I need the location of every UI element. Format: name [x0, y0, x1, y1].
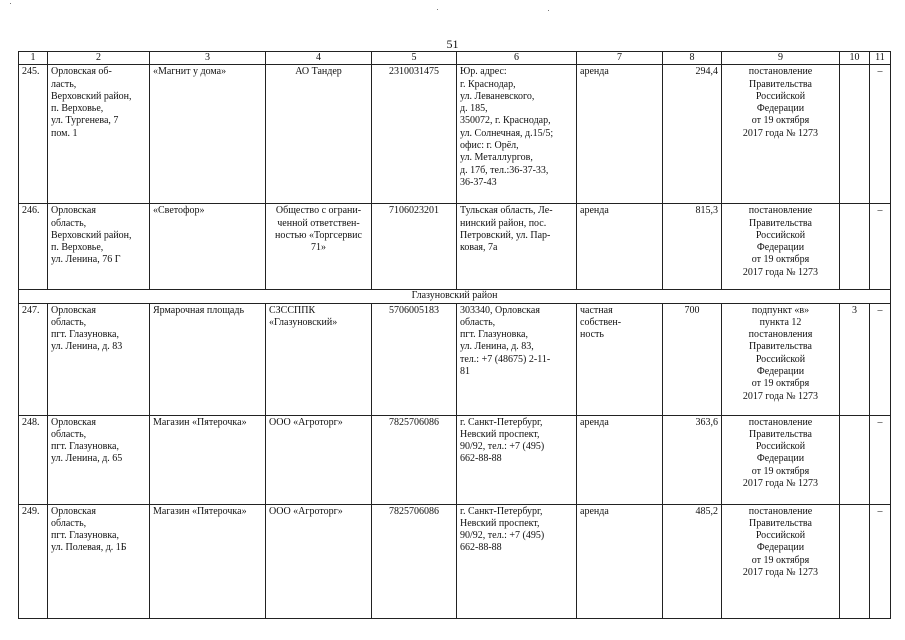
- section-title: Глазуновский район: [19, 290, 891, 303]
- area-cell: 294,4: [663, 65, 722, 204]
- row-number: 246.: [19, 204, 48, 290]
- area-cell: 485,2: [663, 504, 722, 618]
- col10-cell: [840, 504, 870, 618]
- register-table: [18, 51, 891, 619]
- col11-cell: –: [870, 65, 891, 204]
- object-cell: Магазин «Пятерочка»: [150, 504, 266, 618]
- row-number: 249.: [19, 504, 48, 618]
- column-number: 7: [577, 52, 663, 65]
- inn-cell: 7825706086: [372, 415, 457, 504]
- address-cell: Орловская об- ласть, Верховский район, п. Верховье, ул. Тургенева, 7 пом. 1: [48, 65, 150, 204]
- area-cell: 700: [663, 303, 722, 415]
- table-row: [19, 303, 891, 415]
- basis-cell: постановление Правительства Российской Федерации от 19 октября 2017 года № 1273: [722, 204, 840, 290]
- inn-cell: 5706005183: [372, 303, 457, 415]
- row-number: 247.: [19, 303, 48, 415]
- column-number: 1: [19, 52, 48, 65]
- col11-cell: –: [870, 415, 891, 504]
- area-cell: 363,6: [663, 415, 722, 504]
- column-number: 6: [457, 52, 577, 65]
- inn-cell: 2310031475: [372, 65, 457, 204]
- scan-speck: [548, 10, 549, 11]
- basis-cell: постановление Правительства Российской Федерации от 19 октября 2017 года № 1273: [722, 415, 840, 504]
- column-number: 10: [840, 52, 870, 65]
- col10-cell: [840, 204, 870, 290]
- basis-cell: подпункт «в» пункта 12 постановления Правительства Российской Федерации от 19 октября 2017 года № 1273: [722, 303, 840, 415]
- address-cell: Орловская область, пгт. Глазуновка, ул. Ленина, д. 65: [48, 415, 150, 504]
- owner-cell: ООО «Агроторг»: [266, 415, 372, 504]
- col10-cell: 3: [840, 303, 870, 415]
- basis-cell: постановление Правительства Российской Федерации от 19 октября 2017 года № 1273: [722, 504, 840, 618]
- contacts-cell: Тульская область, Ле- нинский район, пос. Петровский, ул. Пар- ковая, 7а: [457, 204, 577, 290]
- object-cell: «Магнит у дома»: [150, 65, 266, 204]
- table-row: [19, 415, 891, 504]
- table-row: [19, 65, 891, 204]
- column-number: 5: [372, 52, 457, 65]
- column-number: 2: [48, 52, 150, 65]
- table-row: [19, 204, 891, 290]
- object-cell: Магазин «Пятерочка»: [150, 415, 266, 504]
- column-number-row: [19, 52, 891, 65]
- row-number: 245.: [19, 65, 48, 204]
- right-cell: аренда: [577, 204, 663, 290]
- column-number: 11: [870, 52, 891, 65]
- col10-cell: [840, 415, 870, 504]
- owner-cell: Общество с ограни- ченной ответствен- ностью «Торгсервис 71»: [266, 204, 372, 290]
- address-cell: Орловская область, Верховский район, п. Верховье, ул. Ленина, 76 Г: [48, 204, 150, 290]
- object-cell: «Светофор»: [150, 204, 266, 290]
- right-cell: аренда: [577, 415, 663, 504]
- contacts-cell: г. Санкт-Петербург, Невский проспект, 90/92, тел.: +7 (495) 662-88-88: [457, 504, 577, 618]
- owner-cell: АО Тандер: [266, 65, 372, 204]
- object-cell: Ярмарочная площадь: [150, 303, 266, 415]
- scan-speck: [437, 9, 438, 10]
- right-cell: аренда: [577, 504, 663, 618]
- inn-cell: 7825706086: [372, 504, 457, 618]
- col11-cell: –: [870, 204, 891, 290]
- col11-cell: –: [870, 303, 891, 415]
- address-cell: Орловская область, пгт. Глазуновка, ул. Полевая, д. 1Б: [48, 504, 150, 618]
- right-cell: аренда: [577, 65, 663, 204]
- table-row: [19, 504, 891, 618]
- owner-cell: ООО «Агроторг»: [266, 504, 372, 618]
- scan-speck: [10, 3, 11, 4]
- col11-cell: –: [870, 504, 891, 618]
- page-number: 51: [446, 37, 459, 51]
- contacts-cell: Юр. адрес: г. Краснодар, ул. Леваневского, д. 185, 350072, г. Краснодар, ул. Солнечная, д.15/5; офис: г. Орёл, ул. Металлургов, д. 17б, тел.:36-37-33, 36-37-43: [457, 65, 577, 204]
- area-cell: 815,3: [663, 204, 722, 290]
- contacts-cell: 303340, Орловская область, пгт. Глазуновка, ул. Ленина, д. 83, тел.: +7 (48675) 2-11- 81: [457, 303, 577, 415]
- address-cell: Орловская область, пгт. Глазуновка, ул. Ленина, д. 83: [48, 303, 150, 415]
- owner-cell: СЗССППК «Глазуновский»: [266, 303, 372, 415]
- inn-cell: 7106023201: [372, 204, 457, 290]
- column-number: 4: [266, 52, 372, 65]
- section-row: [19, 290, 891, 303]
- column-number: 3: [150, 52, 266, 65]
- row-number: 248.: [19, 415, 48, 504]
- column-number: 8: [663, 52, 722, 65]
- column-number: 9: [722, 52, 840, 65]
- right-cell: частная собствен- ность: [577, 303, 663, 415]
- col10-cell: [840, 65, 870, 204]
- contacts-cell: г. Санкт-Петербург, Невский проспект, 90/92, тел.: +7 (495) 662-88-88: [457, 415, 577, 504]
- basis-cell: постановление Правительства Российской Федерации от 19 октября 2017 года № 1273: [722, 65, 840, 204]
